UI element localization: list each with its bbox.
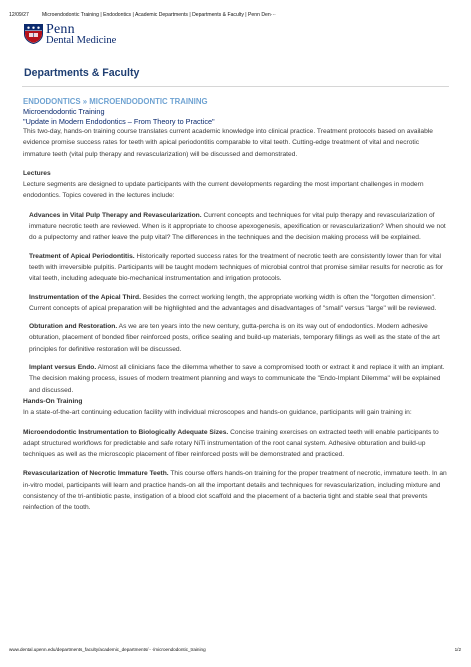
handson-heading: Hands-On Training xyxy=(23,397,83,405)
topic-paragraph xyxy=(29,210,447,244)
topic-text: Current concepts and techniques for vital pulp therapy and revascularization of immature necrotic teeth are reviewed. When is it appropriate to choose apexogenesis, apexification or revascularization? When should we not do a pulpectomy and rather leave the pulp vital? The differences in the techniques and the decision making process will be explained. xyxy=(29,211,446,242)
handson-item xyxy=(23,468,447,513)
page-title: Departments & Faculty xyxy=(24,67,140,79)
topic-text: Besides the correct working length, the appropriate working width is often the "forgotten dimension". Current concepts of apical preparation will be highlighted and the advantages and disadvantages of "small" versus "large" will be reviewed. xyxy=(29,293,437,312)
article-subtitle: "Update in Modern Endodontics – From Theory to Practice" xyxy=(23,116,215,126)
topic-title: Implant versus Endo. xyxy=(29,364,97,372)
article-content xyxy=(23,97,447,514)
topic-title: Obturation and Restoration. xyxy=(29,323,118,331)
intro-paragraph: This two-day, hands-on training course translates current academic knowledge into clinical practice. Treatment protocols based on available evidence promise success rates for teeth with apical periodontitis comparable to vital teeth. Cutting-edge treatment of vital and necrotic immature teeth (vital pulp therapy and revascularization) will be discussed and demonstrated. xyxy=(23,128,433,158)
print-page-title: Microendodontic Training | Endodontics | Academic Departments | Departments & Faculty | Penn Den··· xyxy=(42,12,276,18)
lectures-heading: Lectures xyxy=(23,169,51,177)
print-url: www.dental.upenn.edu/departments_faculty/academic_departments/···/microendodontic_training xyxy=(9,647,206,652)
topic-paragraph xyxy=(29,321,447,355)
topic-title: Advances in Vital Pulp Therapy and Revascularization. xyxy=(29,211,202,219)
topic-text: As we are ten years into the new century, gutta-percha is on its way out of endodontics. Modern adhesive obturation, placement of bonded fiber reinforced posts, orifice sealing and build-up materials, temporary fillings as well as the state of the art principles for definitive restoration will be discussed. xyxy=(29,323,440,353)
print-footer xyxy=(9,647,461,652)
print-date: 12/09/27 xyxy=(9,12,29,18)
handson-item xyxy=(23,427,447,461)
topic-text: Historically reported success rates for the treatment of necrotic teeth are consistently lower than for vital teeth with irreversible pulpitis. Participants will be taught modern techniques of microbial control that promise similar results for necrotic as for vital teeth, including adequate bio-mechanical instrumentation and irrigation protocols. xyxy=(29,252,444,283)
topic-title: Treatment of Apical Periodontitis. xyxy=(29,252,135,260)
penn-shield-icon xyxy=(24,24,43,44)
logo-penn-text: Penn xyxy=(46,22,75,37)
article-heading: Microendodontic Training xyxy=(23,107,105,116)
handson-item-text: Concise training exercises on extracted teeth will enable participants to adapt structured workflows for predictable and safe rotary NiTi instrumentation of the root canal system. Adhesive obturation and build-up techniques as well as the microscopic placement of fiber reinforced posts will be demonstrated and practiced. xyxy=(23,428,439,459)
logo-dental-medicine-text: Dental Medicine xyxy=(46,35,117,46)
title-divider xyxy=(22,86,449,87)
topic-paragraph xyxy=(29,292,447,315)
breadcrumb[interactable]: ENDODONTICS » MICROENDODONTIC TRAINING xyxy=(23,97,208,106)
handson-item-text: This course offers hands-on training for the proper treatment of necrotic, immature teeth. In an in-vitro model, participants will learn and practice hands-on all the important details and techniques for revascularization, including mixture and consistency of the tri-antibiotic paste, instigation of a blood clot scaffold and the placement of a bacteria tight and stable seal that prevents reinfection of the tooth. xyxy=(23,470,447,512)
topic-title: Instrumentation of the Apical Third. xyxy=(29,293,141,301)
handson-item-title: Microendodontic Instrumentation to Biologically Adequate Sizes. xyxy=(23,428,229,436)
topic-paragraph xyxy=(29,251,447,285)
lectures-intro: Lecture segments are designed to update participants with the current developments regarding the most important challenges in modern endodontics. Topics covered in the lectures include: xyxy=(23,181,424,200)
topic-paragraph xyxy=(29,362,447,396)
print-page-number: 1/2 xyxy=(454,647,461,652)
penn-dental-logo[interactable] xyxy=(24,23,184,53)
print-header xyxy=(9,12,464,18)
handson-item-title: Revascularization of Necrotic Immature Teeth. xyxy=(23,470,169,478)
topic-text: Almost all clinicians face the dilemma whether to save a compromised tooth or extract it and replace it with an implant. The decision making process, issues of modern treatment planning and ways to communicate the "Endo-Implant Dilemma" will be explained and discussed. xyxy=(29,364,445,394)
handson-intro: In a state-of-the-art continuing education facility with individual microscopes and hands-on guidance, participants will gain training in: xyxy=(23,409,412,417)
